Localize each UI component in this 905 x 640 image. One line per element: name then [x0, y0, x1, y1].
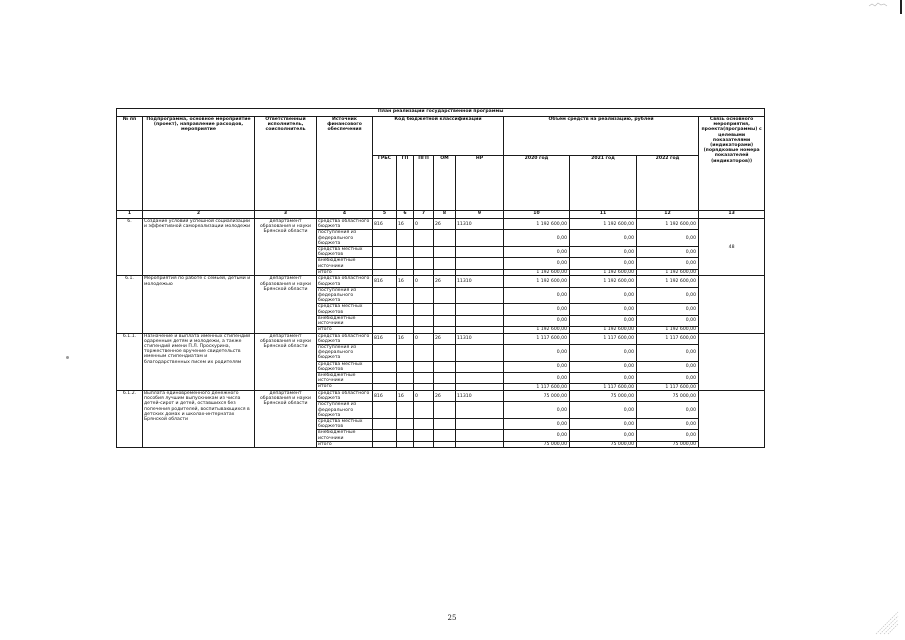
code-grbs: 816: [373, 333, 397, 344]
section-number: 6.1.: [117, 276, 143, 333]
code-empty: [397, 247, 414, 258]
code-empty: [414, 402, 434, 419]
code-nr: 11310: [456, 276, 504, 287]
section-number: 6.: [117, 219, 143, 276]
code-empty: [456, 287, 504, 304]
code-om: 26: [434, 390, 456, 401]
code-empty: [373, 315, 397, 326]
column-number-cell: 7: [414, 211, 434, 219]
table-row: [117, 219, 765, 230]
code-pgp: 0: [414, 333, 434, 344]
code-empty: [456, 441, 504, 448]
header-subprogram: Подпрограмма, основное мероприятие (проект), направление расходов, мероприятие: [143, 117, 255, 211]
amount-2020: 0,00: [504, 304, 570, 315]
code-empty: [397, 304, 414, 315]
funding-source: средства областного бюджета: [317, 333, 373, 344]
amount-2020: 75 000,00: [504, 390, 570, 401]
code-empty: [434, 258, 456, 269]
funding-source: внебюджетные источники: [317, 373, 373, 384]
total-2021: 1 192 600,00: [570, 327, 637, 334]
funding-source: внебюджетные источники: [317, 258, 373, 269]
funding-source: средства местных бюджетов: [317, 247, 373, 258]
code-empty: [397, 373, 414, 384]
total-label: итого: [317, 441, 373, 448]
amount-2021: 0,00: [570, 304, 637, 315]
amount-2020: 0,00: [504, 230, 570, 247]
code-empty: [373, 304, 397, 315]
code-empty: [373, 441, 397, 448]
funding-source: средства местных бюджетов: [317, 304, 373, 315]
amount-2022: 0,00: [637, 373, 699, 384]
code-empty: [373, 230, 397, 247]
code-empty: [456, 230, 504, 247]
code-empty: [397, 287, 414, 304]
scan-artifact-top: [868, 2, 888, 8]
total-2020: 1 192 600,00: [504, 269, 570, 276]
amount-2022: 0,00: [637, 304, 699, 315]
amount-2020: 0,00: [504, 419, 570, 430]
code-gp: 16: [397, 219, 414, 230]
code-empty: [456, 304, 504, 315]
amount-2021: 1 192 600,00: [570, 276, 637, 287]
indicator-link: 48: [699, 219, 765, 276]
code-empty: [373, 258, 397, 269]
code-empty: [456, 373, 504, 384]
total-2021: 75 000,00: [570, 441, 637, 448]
code-empty: [397, 402, 414, 419]
total-2020: 1 117 600,00: [504, 384, 570, 391]
total-label: итого: [317, 384, 373, 391]
code-pgp: 0: [414, 276, 434, 287]
code-empty: [414, 247, 434, 258]
column-number-cell: 5: [373, 211, 397, 219]
code-empty: [456, 430, 504, 441]
amount-2021: 0,00: [570, 258, 637, 269]
header-grbs: ГРБС: [373, 156, 397, 211]
code-gp: 16: [397, 333, 414, 344]
header-num: № пп: [117, 117, 143, 211]
total-2022: 1 192 600,00: [637, 327, 699, 334]
amount-2022: 1 192 600,00: [637, 219, 699, 230]
code-empty: [414, 419, 434, 430]
amount-2020: 0,00: [504, 315, 570, 326]
amount-2022: 0,00: [637, 419, 699, 430]
amount-2020: 0,00: [504, 345, 570, 362]
total-2020: 1 192 600,00: [504, 327, 570, 334]
table-row: [117, 276, 765, 287]
section-executor: департамент образования и науки Брянской области: [255, 390, 317, 447]
amount-2022: 0,00: [637, 430, 699, 441]
funding-source: поступления из федерального бюджета: [317, 402, 373, 419]
amount-2020: 0,00: [504, 402, 570, 419]
code-empty: [414, 315, 434, 326]
section-executor: департамент образования и науки Брянской области: [255, 219, 317, 276]
header-volume: Объём средств на реализацию, рублей: [504, 117, 699, 156]
code-empty: [414, 430, 434, 441]
amount-2021: 0,00: [570, 247, 637, 258]
code-empty: [414, 361, 434, 372]
code-empty: [397, 258, 414, 269]
code-empty: [456, 315, 504, 326]
section-name: Мероприятия по работе с семьей, детьми и молодежью: [143, 276, 255, 333]
column-number-cell: 2: [143, 211, 255, 219]
code-empty: [397, 419, 414, 430]
program-plan-table: [116, 108, 765, 448]
amount-2021: 0,00: [570, 419, 637, 430]
amount-2021: 0,00: [570, 402, 637, 419]
column-number-cell: 1: [117, 211, 143, 219]
amount-2020: 0,00: [504, 430, 570, 441]
code-empty: [414, 287, 434, 304]
amount-2022: 75 000,00: [637, 390, 699, 401]
code-empty: [373, 373, 397, 384]
amount-2021: 1 192 600,00: [570, 219, 637, 230]
code-nr: 11310: [456, 219, 504, 230]
code-empty: [397, 441, 414, 448]
amount-2020: 1 192 600,00: [504, 276, 570, 287]
code-empty: [434, 402, 456, 419]
amount-2022: 0,00: [637, 402, 699, 419]
code-empty: [434, 247, 456, 258]
code-gp: 16: [397, 276, 414, 287]
funding-source: средства местных бюджетов: [317, 419, 373, 430]
amount-2021: 0,00: [570, 315, 637, 326]
code-empty: [456, 419, 504, 430]
column-number-cell: 3: [255, 211, 317, 219]
section-executor: департамент образования и науки Брянской области: [255, 333, 317, 390]
amount-2021: 0,00: [570, 287, 637, 304]
code-grbs: 816: [373, 276, 397, 287]
amount-2021: 75 000,00: [570, 390, 637, 401]
total-2022: 75 000,00: [637, 441, 699, 448]
column-number-cell: 4: [317, 211, 373, 219]
table-row: [117, 390, 765, 401]
code-grbs: 816: [373, 219, 397, 230]
funding-source: внебюджетные источники: [317, 430, 373, 441]
code-empty: [434, 419, 456, 430]
column-number-cell: 6: [397, 211, 414, 219]
code-pgp: 0: [414, 219, 434, 230]
amount-2022: 0,00: [637, 287, 699, 304]
amount-2020: 0,00: [504, 373, 570, 384]
column-number-cell: 13: [699, 211, 765, 219]
code-empty: [414, 345, 434, 362]
table-title: План реализации государственной программы: [117, 109, 765, 117]
funding-source: средства областного бюджета: [317, 390, 373, 401]
code-om: 26: [434, 333, 456, 344]
header-year-2022: 2022 год: [637, 156, 699, 211]
code-nr: 11310: [456, 333, 504, 344]
header-om: ОМ: [434, 156, 456, 211]
header-year-2021: 2021 год: [570, 156, 637, 211]
funding-source: поступления из федерального бюджета: [317, 345, 373, 362]
funding-source: внебюджетные источники: [317, 315, 373, 326]
amount-2022: 0,00: [637, 315, 699, 326]
section-name: Назначение и выплата именных стипендий одаренным детям и молодежи, а также стипендий имени П.Л. Проскурина, торжественное вручение свидетельств именным стипендиатам и благодарственных писем их родителям: [143, 333, 255, 390]
total-label: итого: [317, 269, 373, 276]
amount-2022: 0,00: [637, 345, 699, 362]
funding-source: средства областного бюджета: [317, 219, 373, 230]
total-2020: 75 000,00: [504, 441, 570, 448]
code-empty: [414, 258, 434, 269]
amount-2021: 0,00: [570, 430, 637, 441]
section-number: 6.1.1.: [117, 333, 143, 390]
code-om: 26: [434, 219, 456, 230]
code-empty: [397, 430, 414, 441]
total-2021: 1 192 600,00: [570, 269, 637, 276]
total-2022: 1 192 600,00: [637, 269, 699, 276]
amount-2021: 1 117 600,00: [570, 333, 637, 344]
code-empty: [456, 247, 504, 258]
header-pgp: ПГП: [414, 156, 434, 211]
amount-2020: 0,00: [504, 361, 570, 372]
code-empty: [456, 258, 504, 269]
code-empty: [414, 230, 434, 247]
code-empty: [397, 230, 414, 247]
table-row: [117, 333, 765, 344]
code-empty: [397, 361, 414, 372]
code-empty: [434, 315, 456, 326]
column-number-row: [117, 211, 765, 219]
code-empty: [456, 361, 504, 372]
header-link: Связь основного мероприятия, проекта(программы) с целевыми показателями (индикаторами) (порядковые номера показателей (индикаторов)): [699, 117, 765, 211]
amount-2020: 0,00: [504, 247, 570, 258]
code-empty: [434, 361, 456, 372]
amount-2021: 0,00: [570, 361, 637, 372]
header-executor: Ответственный исполнитель, соисполнитель: [255, 117, 317, 211]
total-2022: 1 117 600,00: [637, 384, 699, 391]
code-nr: 11310: [456, 390, 504, 401]
scan-artifact-corner: [872, 608, 900, 636]
code-empty: [373, 430, 397, 441]
code-grbs: 816: [373, 390, 397, 401]
header-gp: ГП: [397, 156, 414, 211]
section-number: 6.1.2.: [117, 390, 143, 447]
code-empty: [434, 373, 456, 384]
amount-2020: 1 192 600,00: [504, 219, 570, 230]
scan-smudge: [66, 356, 69, 359]
funding-source: поступления из федерального бюджета: [317, 230, 373, 247]
code-empty: [434, 430, 456, 441]
amount-2020: 1 117 600,00: [504, 333, 570, 344]
header-nr: НР: [456, 156, 504, 211]
amount-2022: 1 192 600,00: [637, 276, 699, 287]
indicator-link-empty: [699, 276, 765, 333]
code-empty: [456, 345, 504, 362]
code-gp: 16: [397, 390, 414, 401]
header-budget-code: Код бюджетной классификации: [373, 117, 504, 156]
code-empty: [434, 441, 456, 448]
code-empty: [456, 402, 504, 419]
indicator-link-empty: [699, 390, 765, 447]
column-number-cell: 8: [434, 211, 456, 219]
column-number-cell: 12: [637, 211, 699, 219]
code-empty: [397, 315, 414, 326]
total-2021: 1 117 600,00: [570, 384, 637, 391]
amount-2020: 0,00: [504, 258, 570, 269]
column-number-cell: 10: [504, 211, 570, 219]
funding-source: поступления из федерального бюджета: [317, 287, 373, 304]
header-year-2020: 2020 год: [504, 156, 570, 211]
section-executor: департамент образования и науки Брянской области: [255, 276, 317, 333]
code-empty: [373, 361, 397, 372]
page-edge-mark: [900, 0, 902, 14]
funding-source: средства областного бюджета: [317, 276, 373, 287]
amount-2021: 0,00: [570, 230, 637, 247]
code-empty: [434, 230, 456, 247]
code-om: 26: [434, 276, 456, 287]
header-source: Источник финансового обеспечения: [317, 117, 373, 211]
code-empty: [373, 287, 397, 304]
section-name: Выплата единовременного денежного пособия лучшим выпускникам из числа детей-сирот и детей, оставшихся без попечения родителей, воспитывающихся в детских домах и школах-интернатах Брянской области: [143, 390, 255, 447]
amount-2022: 0,00: [637, 247, 699, 258]
code-empty: [397, 345, 414, 362]
code-empty: [434, 304, 456, 315]
indicator-link-empty: [699, 333, 765, 390]
code-empty: [414, 441, 434, 448]
amount-2022: 0,00: [637, 230, 699, 247]
code-empty: [373, 345, 397, 362]
code-pgp: 0: [414, 390, 434, 401]
column-number-cell: 9: [456, 211, 504, 219]
amount-2022: 0,00: [637, 361, 699, 372]
code-empty: [434, 345, 456, 362]
code-empty: [373, 402, 397, 419]
amount-2020: 0,00: [504, 287, 570, 304]
funding-source: средства местных бюджетов: [317, 361, 373, 372]
amount-2022: 1 117 600,00: [637, 333, 699, 344]
total-label: итого: [317, 327, 373, 334]
amount-2021: 0,00: [570, 345, 637, 362]
page-number: 25: [447, 614, 457, 622]
amount-2022: 0,00: [637, 258, 699, 269]
column-number-cell: 11: [570, 211, 637, 219]
code-empty: [434, 287, 456, 304]
amount-2021: 0,00: [570, 373, 637, 384]
section-name: Создание условий успешной социализации и эффективной самореализации молодежи: [143, 219, 255, 276]
code-empty: [414, 304, 434, 315]
code-empty: [414, 373, 434, 384]
code-empty: [373, 247, 397, 258]
code-empty: [373, 419, 397, 430]
